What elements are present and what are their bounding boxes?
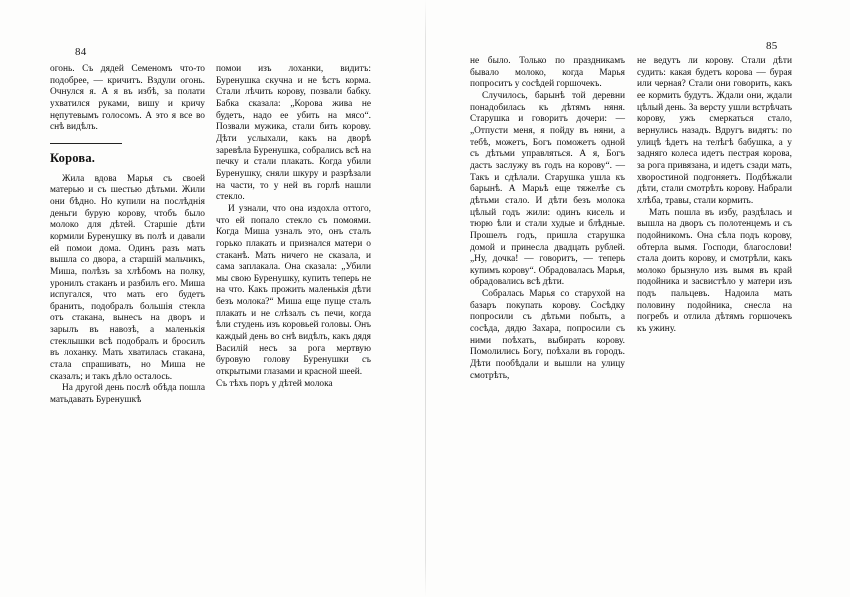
paragraph: И узнали, что она издохла оттого, что ей попало стекло съ помоями. Когда Миша узналъ это, онъ сталъ горько плакать и признался матери о стаканѣ. Мать ничего не сказала, и сама заплакала. Она сказала: „Убили мы свою Буренушку, купить теперь не на что. Какъ прожить маленькія дѣти безъ молока?“ Миша еще пуще сталъ плакать и не слѣзалъ съ печи, когда ѣли студень изъ коровьей головы. Онъ каждый день во снѣ видѣлъ, какъ дядя Василій несъ за рога мертвую буровую голову Буренушки съ открытыми глазами и красной шеей. — [216, 203, 371, 378]
paragraph: Жила вдова Марья съ своей матерью и съ шестью дѣтьми. Жили они бѣдно. Но купили на послѣднія деньги бурую корову, чтобъ было молоко для дѣтей. Старшіе дѣти кормили Буренушку въ полѣ и давали ей помои дома. Одинъ разъ мать вышла со двора, а старшій мальчикъ, Миша, полѣзъ за хлѣбомъ на полку, уронилъ стаканъ и разбилъ его. Миша испугался, что мать его будетъ бранить, подобралъ большія стекла отъ стакана, вынесъ на дворъ и зарылъ въ навозѣ, а маленькія стеклышки всѣ подобралъ и бросилъ въ лоханку. Мать хватилась стакана, стала спрашивать, но Миша не сказалъ; и такъ дѣло осталось. — [50, 173, 205, 382]
section-divider — [50, 143, 122, 144]
story-title: Корова. — [50, 150, 96, 165]
paragraph: огонь. Съ дядей Семеномъ что-то подобрее, — кричитъ. Вздули огонь. Очнулся я. А я въ избѣ, за полати ухватился руками, вишу и кричу нęпутевымъ голосомъ. А это я все во снѣ видѣлъ. — [50, 64, 205, 133]
paragraph: Собралась Марья со старухой на базаръ покупать корову. Сосѣдку попросили съ дѣтьми побыть, а сосѣда, дядю Захара, попросили съ ними поѣхать, выбирать корову. Помолились Богу, поѣхали въ городъ. Дѣти пообѣдали и вышли на улицу смотрѣть, — [470, 289, 625, 381]
text-column-4 — [637, 56, 792, 336]
paragraph: Съ тѣхъ поръ у дѣтей молока — [216, 378, 333, 389]
text-column-1 — [50, 64, 205, 407]
paragraph: На другой день послѣ обѣда пошла матьдавать Буренушкѣ — [50, 383, 205, 406]
page-number-right: 85 — [766, 40, 778, 52]
text-column-3 — [470, 56, 625, 382]
paragraph: Случилось, барынѣ той деревни понадобилась къ дѣтямъ няня. Старушка и говоритъ дочери: — „Отпусти меня, я пойду въ няни, а тебѣ, можетъ, Богъ поможетъ одной съ дѣтьми управляться. А я, Богъ дастъ заслужу въ годъ на корову“. — Такъ и сдѣлали. Старушка ушла къ барынѣ. А Марьѣ еще тяжелѣе съ дѣтьми стало. И дѣти безъ молока цѣлый годъ жили: одинъ кисель и тюрю ѣли и стали худые и блѣдные. Прошелъ годъ, пришла старушка домой и принесла двадцать рублей. „Ну, дочка! — говоритъ, — теперь купимъ корову“. Обрадовалась Марья, обрадовались всѣ дѣти. — [470, 90, 625, 288]
paragraph: не ведутъ ли корову. Стали дѣти судить: какая будетъ корова — бурая или черная? Стали они говорить, какъ ее кормить будутъ. Ждали они, ждали цѣлый день. За версту ушли встрѣчать корову, ужъ смеркаться стало, вернулись назадъ. Вдругъ видятъ: по улицѣ ѣдетъ на телѣгѣ бабушка, а у задняго колеса идетъ пестрая корова, за рога привязана, и идетъ сзади мать, хворостиной подгоняетъ. Подбѣжали дѣти, стали смотрѣть корову. Набрали хлѣба, травы, стали кормить. — [637, 56, 792, 206]
text-column-2 — [216, 64, 371, 390]
paragraph: помои изъ лоханки, видитъ: Буренушка скучна и не ѣстъ корма. Стали лѣчить корову, позвали бабку. Бабка сказала: „Корова жива не будетъ, надо ее убить на мясо“. Позвали мужика, стали бить корову. Дѣти услыхали, какъ на дворѣ заревѣла Буренушка, собрались всѣ на печку и стали плакать. Когда убили Буренушку, сняли шкуру и разрѣзали на части, то у ней въ горлѣ нашли стекло. — [216, 64, 371, 203]
page-number-left: 84 — [75, 46, 87, 58]
paragraph: Мать пошла въ избу, раздѣлась и вышла на дворъ съ полотенцемъ и съ подойникомъ. Она сѣла подъ корову, обтерла вымя. Господи, благослови! стала доить корову, и смотрѣли, какъ молоко брызнуло изъ вымя въ край подойника и засвистѣло у матери изъ подъ пальцевъ. Надоила мать половину подойника, снесла на погребъ и отлила дѣтямъ горшочекъ къ ужину. — [637, 207, 792, 335]
paragraph: не было. Только по праздникамъ бывало молоко, когда Марья попроситъ у сосѣдей горшочекъ. — [470, 56, 625, 90]
page-gutter — [425, 0, 426, 597]
